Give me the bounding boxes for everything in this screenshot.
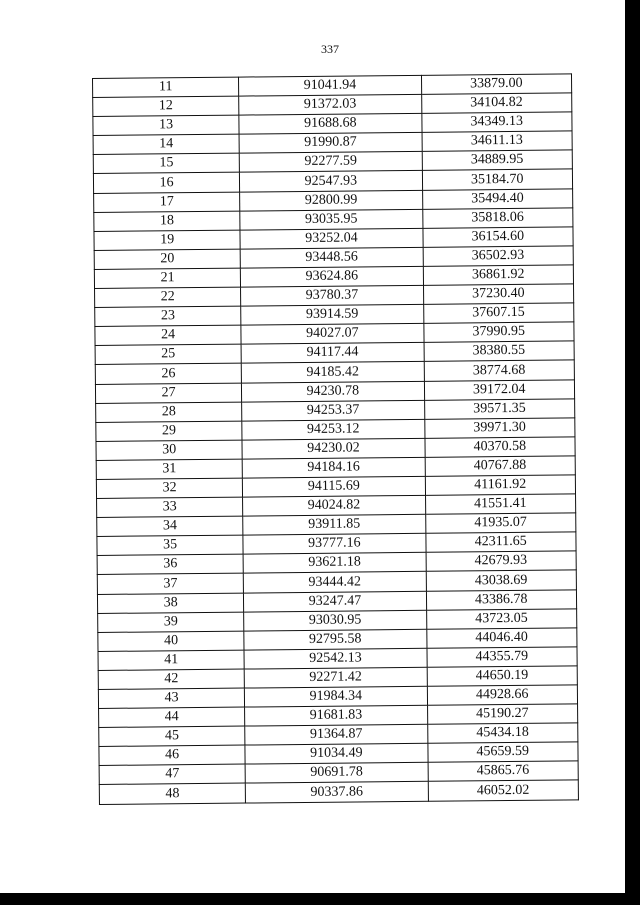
y-value-cell: 34611.13 <box>422 131 573 152</box>
y-value-cell: 36154.60 <box>422 227 573 248</box>
y-value-cell: 44650.19 <box>427 666 578 687</box>
point-number-cell: 43 <box>98 688 244 708</box>
x-value-cell: 94115.69 <box>243 476 425 497</box>
y-value-cell: 44355.79 <box>427 647 578 668</box>
y-value-cell: 37230.40 <box>423 284 574 305</box>
x-value-cell: 91372.03 <box>239 94 421 115</box>
y-value-cell: 39172.04 <box>424 379 575 400</box>
point-number-cell: 23 <box>95 306 241 326</box>
x-value-cell: 91984.34 <box>245 686 427 707</box>
x-value-cell: 91681.83 <box>245 705 427 726</box>
x-value-cell: 93624.86 <box>241 266 423 287</box>
point-number-cell: 46 <box>99 745 245 765</box>
y-value-cell: 45434.18 <box>427 723 578 744</box>
point-number-cell: 20 <box>94 249 240 269</box>
point-number-cell: 16 <box>93 173 239 193</box>
point-number-cell: 19 <box>94 230 240 250</box>
table-row <box>99 780 578 804</box>
point-number-cell: 44 <box>99 707 245 727</box>
y-value-cell: 33879.00 <box>421 74 572 95</box>
x-value-cell: 93448.56 <box>240 247 422 268</box>
y-value-cell: 45659.59 <box>427 742 578 763</box>
point-number-cell: 24 <box>95 325 241 345</box>
x-value-cell: 93035.95 <box>240 209 422 230</box>
y-value-cell: 41161.92 <box>425 475 576 496</box>
table-body <box>93 74 579 804</box>
x-value-cell: 94027.07 <box>241 324 423 345</box>
x-value-cell: 92800.99 <box>240 190 422 211</box>
x-value-cell: 93780.37 <box>241 285 423 306</box>
x-value-cell: 93252.04 <box>240 228 422 249</box>
x-value-cell: 93444.42 <box>244 572 426 593</box>
point-number-cell: 31 <box>96 459 242 479</box>
x-value-cell: 93777.16 <box>243 534 425 555</box>
y-value-cell: 38774.68 <box>424 360 575 381</box>
x-value-cell: 91041.94 <box>239 75 421 96</box>
point-number-cell: 42 <box>98 669 244 689</box>
point-number-cell: 48 <box>99 784 245 804</box>
point-number-cell: 21 <box>94 268 240 288</box>
y-value-cell: 37990.95 <box>423 322 574 343</box>
y-value-cell: 35184.70 <box>422 169 573 190</box>
point-number-cell: 37 <box>97 574 243 594</box>
page-number: 337 <box>321 42 339 56</box>
point-number-cell: 30 <box>96 440 242 460</box>
x-value-cell: 93914.59 <box>241 304 423 325</box>
point-number-cell: 39 <box>98 612 244 632</box>
point-number-cell: 15 <box>93 153 239 173</box>
point-number-cell: 45 <box>99 726 245 746</box>
y-value-cell: 44046.40 <box>426 628 577 649</box>
y-value-cell: 34104.82 <box>421 93 572 114</box>
x-value-cell: 92271.42 <box>244 667 426 688</box>
point-number-cell: 25 <box>95 344 241 364</box>
x-value-cell: 90691.78 <box>245 763 427 784</box>
y-value-cell: 36861.92 <box>423 265 574 286</box>
x-value-cell: 94024.82 <box>243 495 425 516</box>
x-value-cell: 93911.85 <box>243 514 425 535</box>
point-number-cell: 32 <box>96 478 242 498</box>
x-value-cell: 90337.86 <box>246 782 428 803</box>
y-value-cell: 42679.93 <box>426 551 577 572</box>
y-value-cell: 35818.06 <box>422 208 573 229</box>
x-value-cell: 94185.42 <box>241 362 423 383</box>
y-value-cell: 39571.35 <box>424 398 575 419</box>
point-number-cell: 22 <box>95 287 241 307</box>
x-value-cell: 93030.95 <box>244 610 426 631</box>
point-number-cell: 18 <box>94 211 240 231</box>
point-number-cell: 12 <box>93 96 239 116</box>
point-number-cell: 41 <box>98 650 244 670</box>
point-number-cell: 14 <box>93 134 239 154</box>
x-value-cell: 91990.87 <box>239 133 421 154</box>
x-value-cell: 94230.78 <box>242 381 424 402</box>
y-value-cell: 45190.27 <box>427 704 578 725</box>
x-value-cell: 94184.16 <box>242 457 424 478</box>
point-number-cell: 27 <box>95 383 241 403</box>
y-value-cell: 38380.55 <box>424 341 575 362</box>
x-value-cell: 93247.47 <box>244 591 426 612</box>
y-value-cell: 43386.78 <box>426 589 577 610</box>
point-number-cell: 28 <box>96 402 242 422</box>
y-value-cell: 45865.76 <box>428 761 579 782</box>
x-value-cell: 92795.58 <box>244 629 426 650</box>
y-value-cell: 43038.69 <box>426 570 577 591</box>
point-number-cell: 11 <box>93 77 239 97</box>
point-number-cell: 13 <box>93 115 239 135</box>
y-value-cell: 37607.15 <box>423 303 574 324</box>
x-value-cell: 94117.44 <box>241 343 423 364</box>
x-value-cell: 91688.68 <box>239 114 421 135</box>
y-value-cell: 44928.66 <box>427 685 578 706</box>
point-number-cell: 29 <box>96 421 242 441</box>
point-number-cell: 33 <box>97 497 243 517</box>
point-number-cell: 35 <box>97 535 243 555</box>
point-number-cell: 38 <box>97 593 243 613</box>
y-value-cell: 43723.05 <box>426 608 577 629</box>
table-container <box>92 73 579 804</box>
x-value-cell: 91034.49 <box>245 744 427 765</box>
y-value-cell: 40370.58 <box>424 437 575 458</box>
point-number-cell: 17 <box>94 192 240 212</box>
y-value-cell: 46052.02 <box>428 780 579 801</box>
y-value-cell: 41935.07 <box>425 513 576 534</box>
y-value-cell: 34349.13 <box>421 112 572 133</box>
point-number-cell: 40 <box>98 631 244 651</box>
coordinate-table <box>92 73 579 804</box>
x-value-cell: 94253.12 <box>242 419 424 440</box>
x-value-cell: 92277.59 <box>239 152 421 173</box>
y-value-cell: 41551.41 <box>425 494 576 515</box>
y-value-cell: 34889.95 <box>422 150 573 171</box>
point-number-cell: 47 <box>99 764 245 784</box>
point-number-cell: 34 <box>97 516 243 536</box>
y-value-cell: 36502.93 <box>423 246 574 267</box>
y-value-cell: 40767.88 <box>425 456 576 477</box>
point-number-cell: 36 <box>97 554 243 574</box>
x-value-cell: 92542.13 <box>244 648 426 669</box>
x-value-cell: 94253.37 <box>242 400 424 421</box>
x-value-cell: 93621.18 <box>243 553 425 574</box>
x-value-cell: 92547.93 <box>240 171 422 192</box>
y-value-cell: 39971.30 <box>424 418 575 439</box>
point-number-cell: 26 <box>95 363 241 383</box>
x-value-cell: 91364.87 <box>245 724 427 745</box>
x-value-cell: 94230.02 <box>242 438 424 459</box>
y-value-cell: 35494.40 <box>422 188 573 209</box>
y-value-cell: 42311.65 <box>425 532 576 553</box>
